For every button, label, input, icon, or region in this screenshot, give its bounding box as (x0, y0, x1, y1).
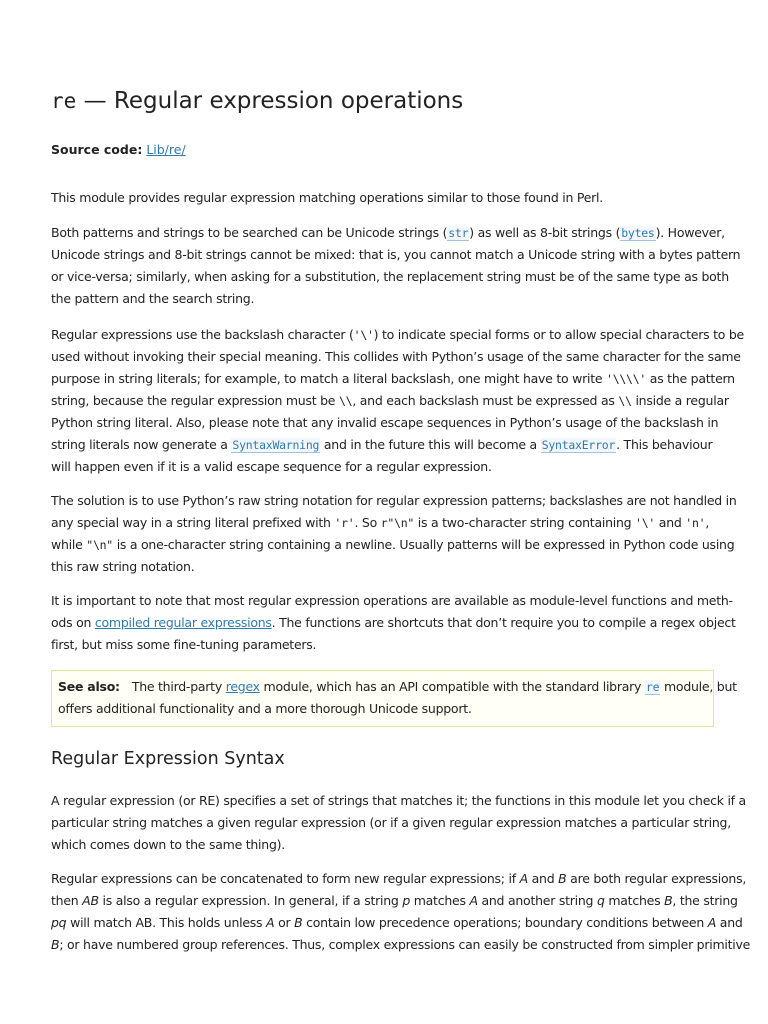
section-heading: Regular Expression Syntax (51, 749, 285, 769)
see-also-label: See also: (58, 679, 120, 694)
paragraph-line: while "\n" is a one-character string containing a newline. Usually patterns will be expressed in Python code using (51, 537, 735, 552)
see-also-line: See also: The third-party regex module, which has an API compatible with the standard library re module, but (58, 679, 737, 694)
paragraph-line: Unicode strings and 8-bit strings cannot be mixed: that is, you cannot match a Unicode string with a bytes pattern (51, 247, 741, 262)
paragraph-line: It is important to note that most regular expression operations are available as module-level functions and meth- (51, 593, 733, 608)
n-literal: 'n' (685, 516, 706, 530)
compiled-regex-link[interactable]: compiled regular expressions (94, 615, 272, 630)
source-code-line (51, 140, 186, 160)
paragraph-line: the pattern and the search string. (51, 291, 255, 306)
paragraph-line: first, but miss some fine-tuning parameters. (51, 637, 317, 652)
paragraph-line: pq will match AB. This holds unless A or B contain low precedence operations; boundary conditions between A and (51, 915, 743, 930)
page-title (51, 84, 463, 118)
intro-text: This module provides regular expression matching operations similar to those found in Perl. (51, 190, 603, 205)
double-backslash-literal: \\ (338, 394, 353, 408)
see-also-box (51, 670, 737, 727)
paragraph-line: or vice-versa; similarly, when asking for a substitution, the replacement string must be of the same type as both (51, 269, 729, 284)
paragraph-line: Regular expressions use the backslash character ('\') to indicate special forms or to allow special characters to be (51, 327, 744, 342)
bytes-link[interactable]: bytes (621, 226, 655, 240)
raw-newline-literal: r"\n" (380, 516, 415, 530)
paragraph-line: Both patterns and strings to be searched can be Unicode strings (str) as well as 8-bit strings (bytes). However, (51, 225, 725, 240)
newline-literal: "\n" (86, 538, 113, 552)
paragraph-line: this raw string notation. (51, 559, 195, 574)
paragraph-line: any special way in a string literal prefixed with 'r'. So r"\n" is a two-character string containing '\' and 'n', (51, 515, 710, 530)
source-label: Source code: (51, 142, 143, 157)
unicode-paragraph (51, 222, 741, 310)
syntax-warning-link[interactable]: SyntaxWarning (232, 438, 320, 452)
paragraph-line: B; or have numbered group references. Thus, complex expressions can easily be constructed from simpler primitive (51, 937, 751, 952)
paragraph-line: purpose in string literals; for example, to match a literal backslash, one might have to write '\\\\' as the pattern (51, 371, 735, 386)
regex-module-link[interactable]: regex (225, 679, 260, 694)
double-backslash-literal: \\ (618, 394, 632, 408)
paragraph-line: particular string matches a given regular expression (or if a given regular expression matches a particular string, (51, 815, 731, 830)
raw-string-paragraph (51, 490, 737, 578)
backslash-literal: '\' (353, 328, 374, 342)
str-link[interactable]: str (448, 226, 469, 240)
title-text: — Regular expression operations (76, 88, 464, 114)
r-prefix-literal: 'r' (334, 516, 355, 530)
module-functions-paragraph (51, 590, 736, 656)
source-link[interactable]: Lib/re/ (146, 142, 186, 157)
re-definition-paragraph (51, 790, 746, 856)
paragraph-line: then AB is also a regular expression. In general, if a string p matches A and another string q matches B, the string (51, 893, 738, 908)
backslash-paragraph (51, 324, 744, 478)
intro-paragraph (51, 187, 719, 209)
paragraph-line: Python string literal. Also, please note that any invalid escape sequences in Python’s usage of the backslash in (51, 415, 719, 430)
see-also-line: offers additional functionality and a more thorough Unicode support. (58, 701, 472, 716)
title-module-code: re (51, 89, 77, 113)
syntax-error-link[interactable]: SyntaxError (541, 438, 616, 452)
paragraph-line: A regular expression (or RE) specifies a set of strings that matches it; the functions in this module let you check if a (51, 793, 746, 808)
paragraph-line: used without invoking their special meaning. This collides with Python’s usage of the same character for the same (51, 349, 741, 364)
paragraph-line: which comes down to the same thing). (51, 837, 285, 852)
paragraph-line: The solution is to use Python’s raw string notation for regular expression patterns; backslashes are not handled in (51, 493, 737, 508)
re-module-link[interactable]: re (645, 680, 660, 694)
paragraph-line: will happen even if it is a valid escape sequence for a regular expression. (51, 459, 492, 474)
paragraph-line: string, because the regular expression must be \\, and each backslash must be expressed as \\ inside a regular (51, 393, 729, 408)
paragraph-line: ods on compiled regular expressions. The functions are shortcuts that don’t require you to compile a regex object (51, 615, 736, 630)
paragraph-line: string literals now generate a SyntaxWarning and in the future this will become a SyntaxError. This behaviour (51, 437, 713, 452)
quad-backslash-literal: '\\\\' (606, 372, 647, 386)
backslash-literal: '\' (635, 516, 656, 530)
concatenation-paragraph (51, 868, 751, 956)
paragraph-line: Regular expressions can be concatenated to form new regular expressions; if A and B are both regular expressions, (51, 871, 747, 886)
